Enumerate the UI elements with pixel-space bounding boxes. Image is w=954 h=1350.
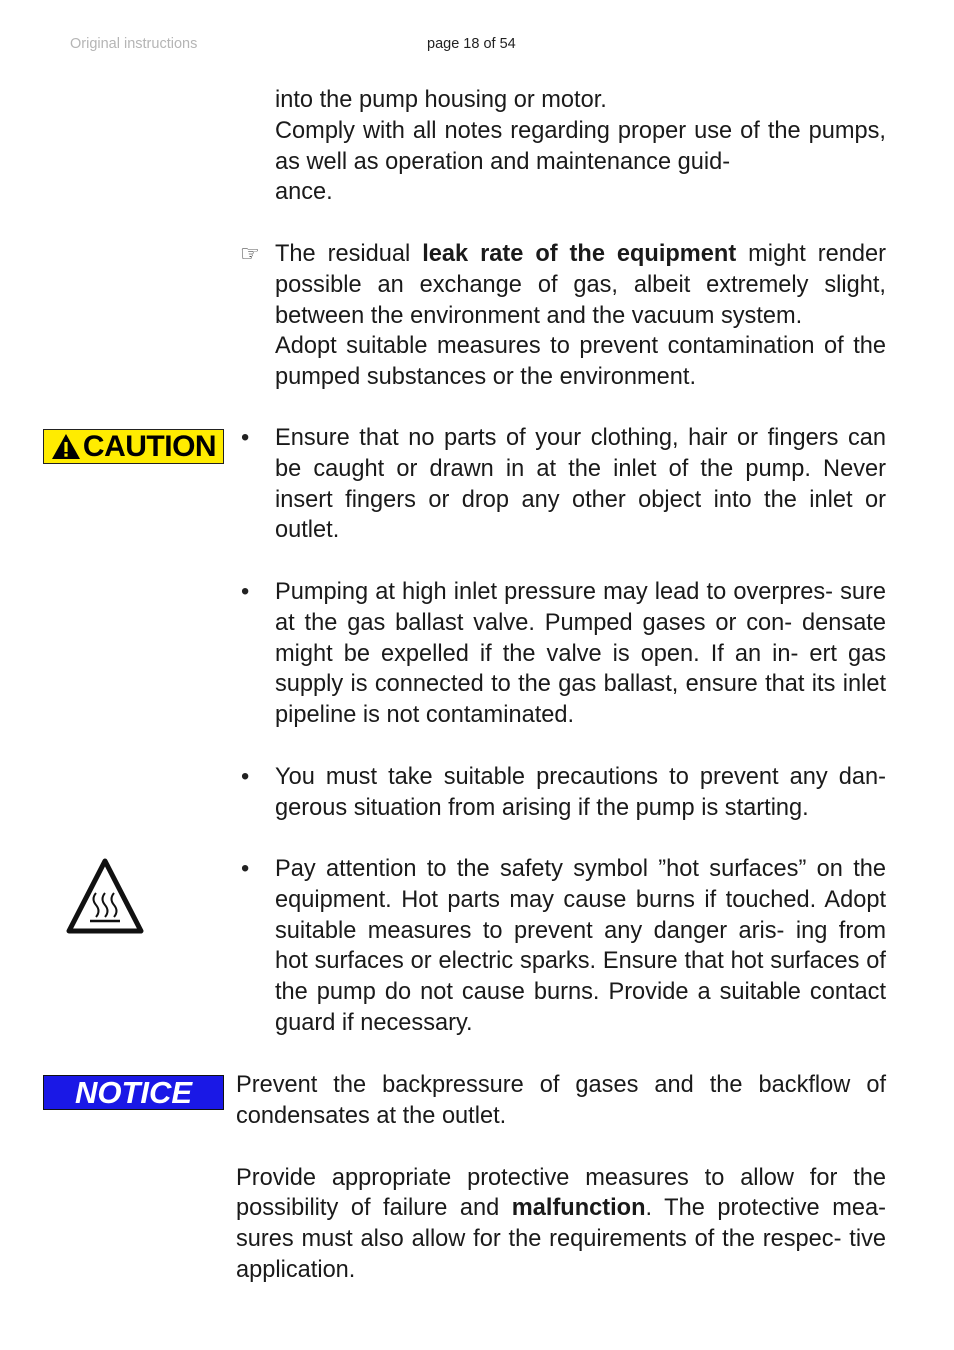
bullet-marker: • — [241, 425, 250, 451]
bullet-item — [275, 854, 886, 1039]
leak-rate-bold: leak rate of the equipment — [422, 241, 737, 267]
pointing-hand-icon: ☞ — [240, 241, 260, 266]
notice-label: NOTICE — [43, 1075, 224, 1110]
bullet-item — [275, 762, 886, 824]
intro-paragraph-end: ance. — [275, 179, 333, 206]
header-page-number: page 18 of 54 — [427, 36, 516, 52]
bullet-text: Pay attention to the safety symbol ”hot surfaces” on the equipment. Hot parts may cause burns if touched. Adopt suitable measures to prevent any danger aris- ing from hot surfaces or electric sparks. Ensure that hot surfaces of the pump do not cause burns. Provide a suitable contact guard if necessary. — [275, 856, 886, 1036]
notice-measures-bold: malfunction — [511, 1195, 646, 1222]
intro-paragraph-text: Comply with all notes regarding proper use of the pumps, as well as operation and maintenance guid- — [275, 117, 886, 175]
notice-measures-post: . The protective mea- sures must also allow for the requirements of the respec- tive application. — [236, 1195, 886, 1283]
leak-rate-measures: Adopt suitable measures to prevent contamination of the pumped substances or the environment. — [275, 333, 886, 391]
bullet-item — [275, 423, 886, 546]
notice-block — [236, 1070, 886, 1286]
bullet-marker: • — [241, 579, 250, 605]
bullet-marker: • — [241, 856, 250, 882]
bullet-item — [275, 577, 886, 731]
leak-rate-paragraph — [275, 239, 886, 331]
caution-text: CAUTION — [82, 429, 217, 463]
hot-surface-icon — [66, 857, 144, 937]
warning-triangle-icon — [51, 433, 81, 460]
header-document-type: Original instructions — [70, 36, 198, 52]
notice-measures-pre: Provide appropriate protective measures to allow for the possibility of failure and — [236, 1164, 886, 1222]
intro-paragraph — [275, 116, 886, 208]
notice-paragraph: Prevent the backpressure of gases and the backflow of condensates at the outlet. — [236, 1072, 886, 1129]
bullet-text: Ensure that no parts of your clothing, hair or fingers can be caught or drawn in at the inlet of the pump. Never insert fingers or drop any other object into the inlet or outlet. — [275, 425, 886, 544]
leak-rate-block — [275, 239, 886, 393]
bullet-text: You must take suitable precautions to prevent any dan- gerous situation from arising if the pump is starting. — [275, 764, 886, 821]
notice-measures-paragraph — [236, 1163, 886, 1286]
bullet-marker: • — [241, 764, 250, 790]
intro-block — [275, 85, 886, 208]
intro-line: into the pump housing or motor. — [275, 87, 607, 113]
caution-label — [43, 429, 224, 464]
bullet-text: Pumping at high inlet pressure may lead to overpres- sure at the gas ballast valve. Pumped gases or con- densate might be expelled if the valve is open. If an in- ert gas supply is connected to the gas ballast, ensure that its inlet pipeline is not contaminated. — [275, 579, 886, 729]
leak-rate-pre: The residual — [275, 241, 423, 267]
leak-rate-post: might render possible an exchange of gas, albeit extremely slight, between the environment and the vacuum system. — [275, 241, 886, 329]
